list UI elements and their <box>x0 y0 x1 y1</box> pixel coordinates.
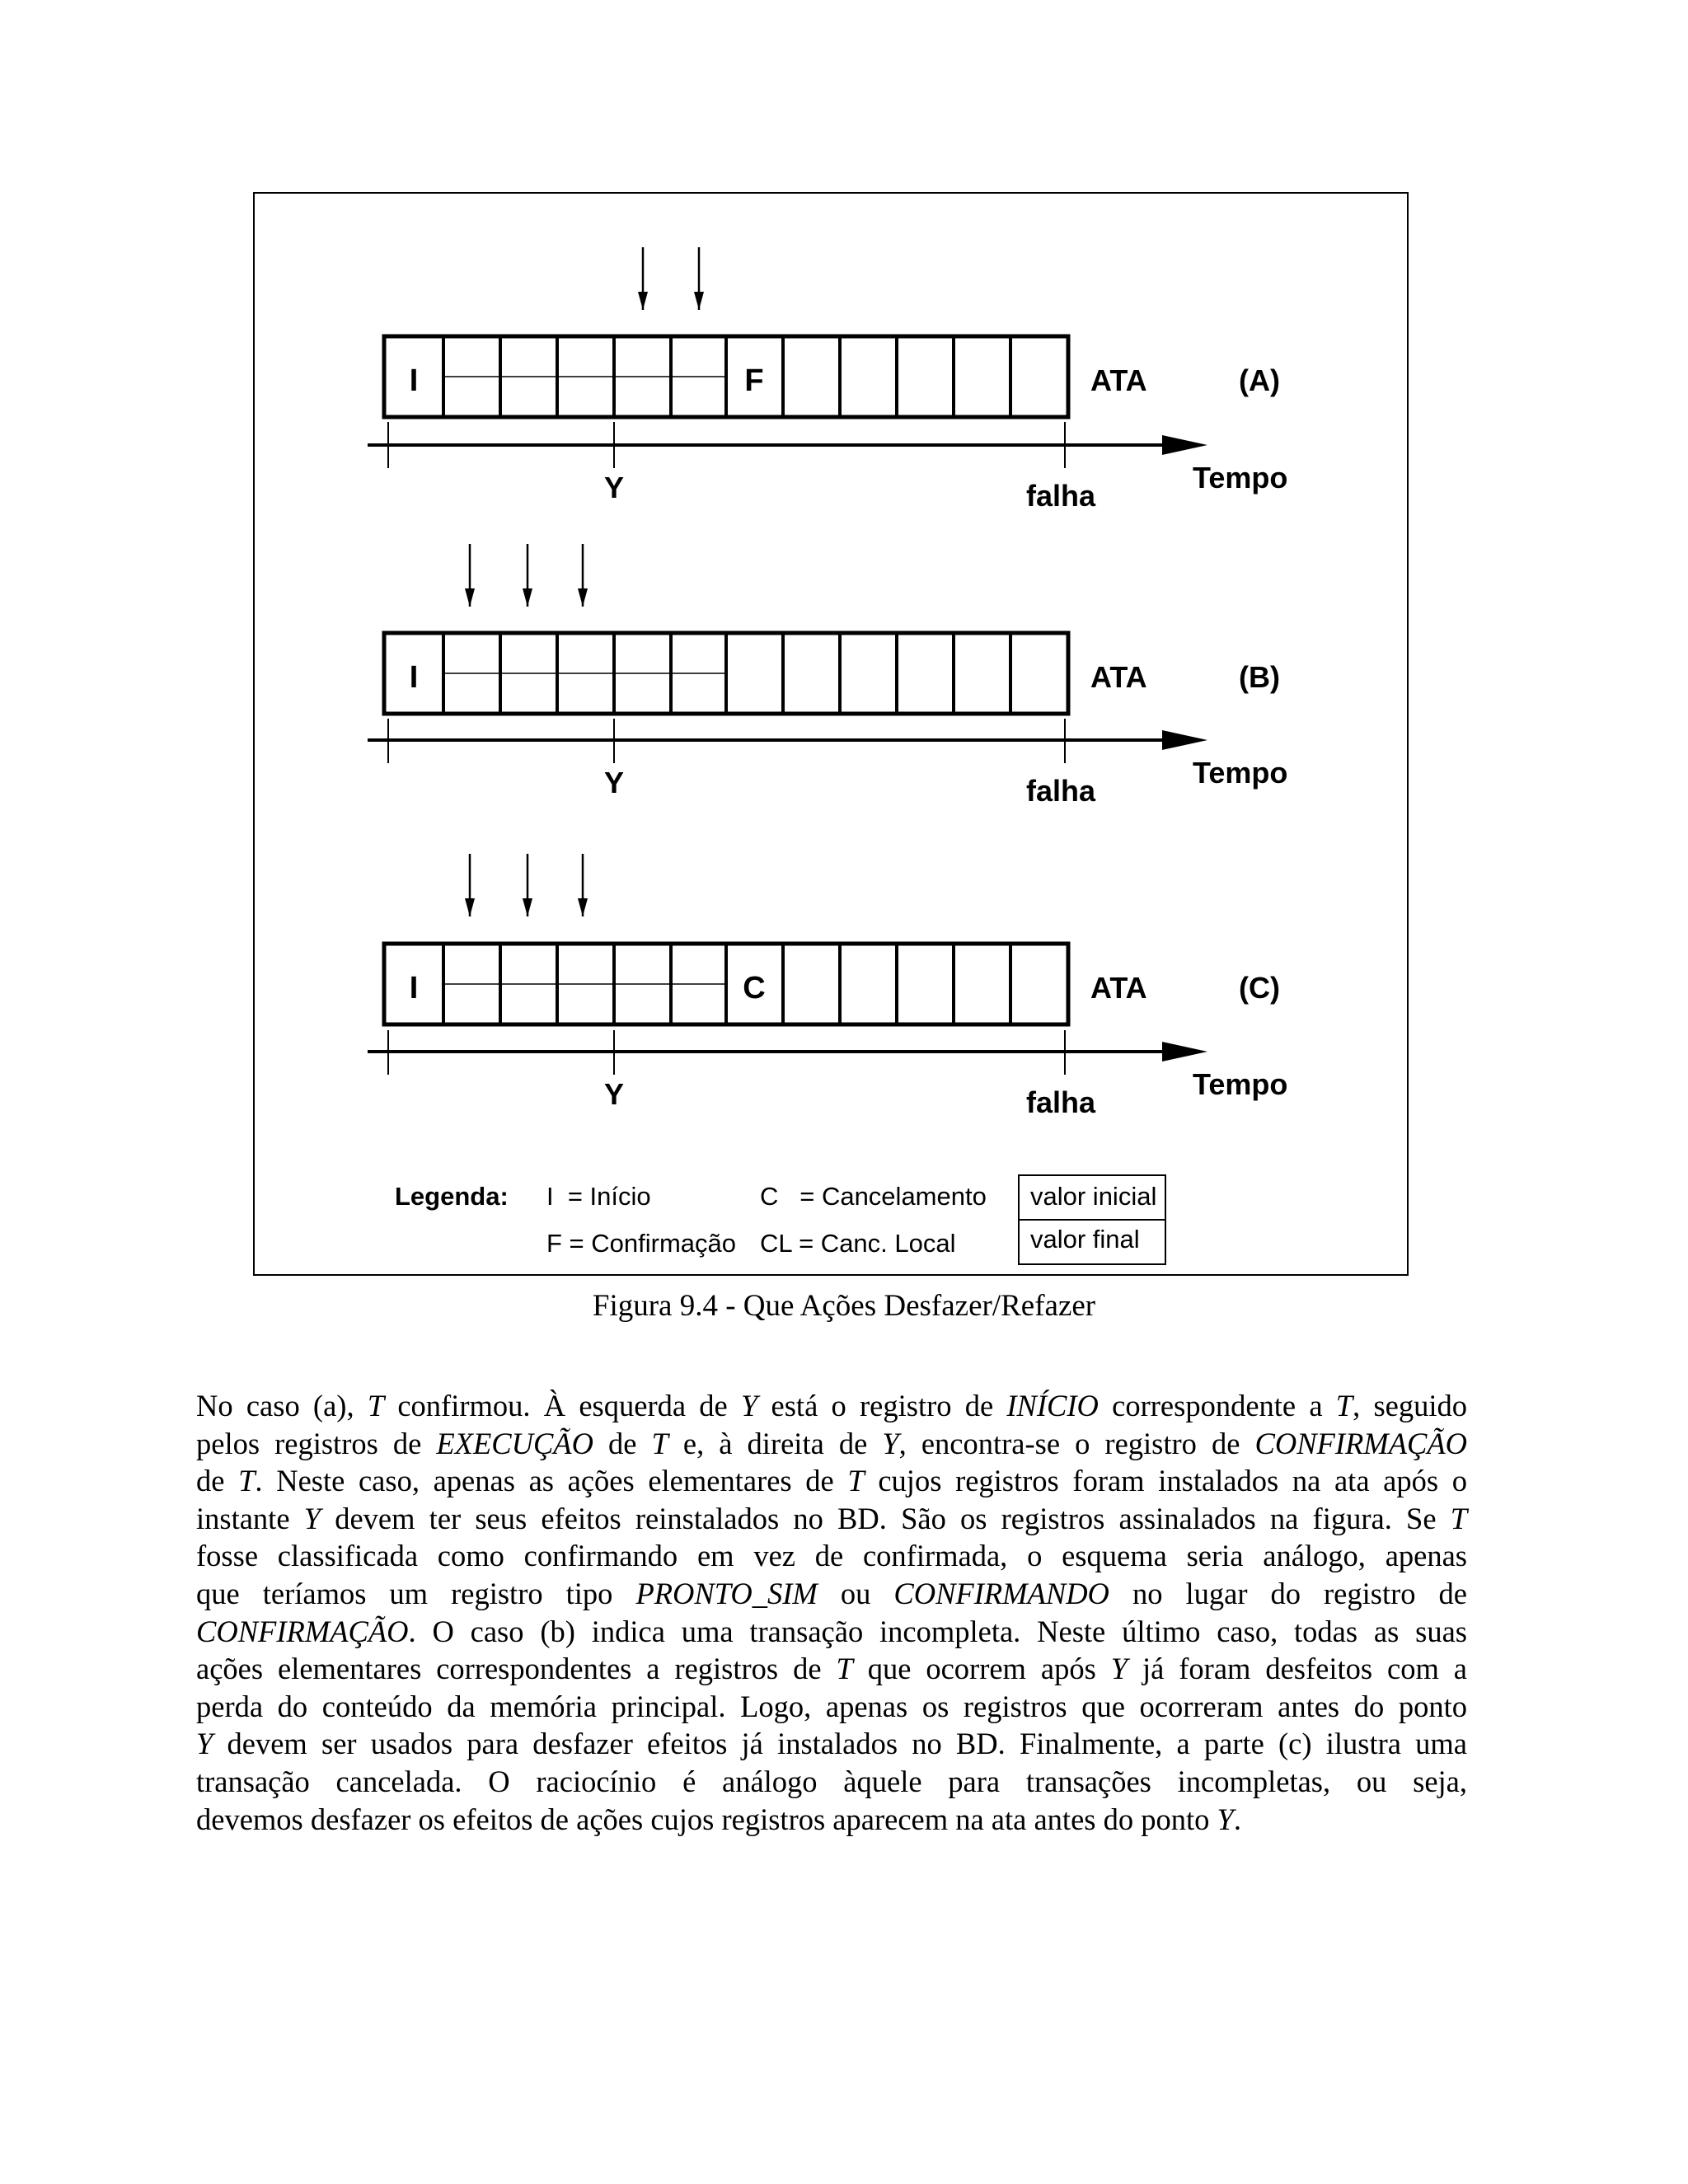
row-c <box>368 854 1287 1119</box>
cell-first-a: I <box>409 363 419 398</box>
legend-c-def: C = Cancelamento <box>760 1182 987 1211</box>
log-label-c: ATA <box>1090 971 1147 1005</box>
log-label-a: ATA <box>1090 363 1147 397</box>
y-label-a: Y <box>603 471 625 504</box>
paragraph-line: devemos desfazer os efeitos de ações cujos registros aparecem na ata antes do ponto Y. <box>196 1802 1241 1836</box>
legend <box>395 1175 1165 1264</box>
time-label-c: Tempo <box>1193 1067 1288 1101</box>
fail-label-a: falha <box>1025 479 1096 513</box>
cell-mark-c: C <box>743 971 766 1005</box>
row-b <box>368 544 1287 808</box>
panel-label-a: (A) <box>1239 363 1280 397</box>
legend-f-def: F = Confirmação <box>546 1229 737 1258</box>
paragraph-line: que teríamos um registro tipo PRONTO_SIM ou CONFIRMANDO no lugar do registro de <box>196 1576 1467 1610</box>
legend-cl-def: CL = Canc. Local <box>760 1229 956 1258</box>
body-paragraph <box>196 1387 1467 1838</box>
fail-label-c: falha <box>1025 1085 1096 1119</box>
time-label-b: Tempo <box>1193 756 1288 790</box>
legend-title: Legenda: <box>395 1182 509 1211</box>
fail-label-b: falha <box>1025 774 1096 808</box>
legend-i-def: I = Início <box>546 1182 651 1211</box>
time-label-a: Tempo <box>1193 461 1288 494</box>
paragraph-line: de T. Neste caso, apenas as ações elementares de T cujos registros foram instalados na ata após o <box>196 1464 1467 1498</box>
panel-label-c: (C) <box>1239 971 1280 1005</box>
time-axis-b <box>368 719 1207 763</box>
time-axis-a <box>368 422 1207 468</box>
paragraph-line: No caso (a), T confirmou. À esquerda de Y está o registro de INÍCIO correspondente a T, seguido <box>196 1389 1467 1422</box>
legend-box-top: valor inicial <box>1030 1182 1157 1211</box>
paragraph-line: instante Y devem ter seus efeitos reinstalados no BD. São os registros assinalados na figura. Se T <box>196 1501 1468 1535</box>
paragraph-line: fosse classificada como confirmando em vez de confirmada, o esquema seria análogo, apenas <box>196 1539 1467 1573</box>
paragraph-line: CONFIRMAÇÃO. O caso (b) indica uma transação incompleta. Neste último caso, todas as suas <box>196 1614 1467 1648</box>
panel-label-b: (B) <box>1239 660 1280 694</box>
cell-first-c: I <box>409 971 419 1005</box>
log-cells-c <box>384 944 1068 1024</box>
y-label-b: Y <box>603 766 625 799</box>
paragraph-line: ações elementares correspondentes a registros de T que ocorrem após Y já foram desfeitos com a <box>196 1652 1467 1686</box>
legend-box-bottom: valor final <box>1030 1225 1140 1254</box>
log-cells-b <box>384 633 1068 714</box>
time-axis-c <box>368 1030 1207 1075</box>
row-a <box>368 247 1287 513</box>
figure-caption: Figura 9.4 - Que Ações Desfazer/Refazer <box>592 1289 1096 1323</box>
log-cells-a <box>384 336 1068 417</box>
cell-first-b: I <box>409 660 419 695</box>
paragraph-line: pelos registros de EXECUÇÃO de T e, à direita de Y, encontra-se o registro de CONFIRMAÇÃO <box>196 1426 1467 1460</box>
log-label-b: ATA <box>1090 660 1147 694</box>
paragraph-line: transação cancelada. O raciocínio é análogo àquele para transações incompletas, ou seja, <box>196 1764 1467 1798</box>
paragraph-line: perda do conteúdo da memória principal. Logo, apenas os registros que ocorreram antes do ponto <box>196 1689 1467 1723</box>
y-label-c: Y <box>603 1077 625 1111</box>
paragraph-line: Y devem ser usados para desfazer efeitos já instalados no BD. Finalmente, a parte (c) ilustra uma <box>196 1727 1467 1761</box>
cell-mark-a: F <box>744 363 764 398</box>
